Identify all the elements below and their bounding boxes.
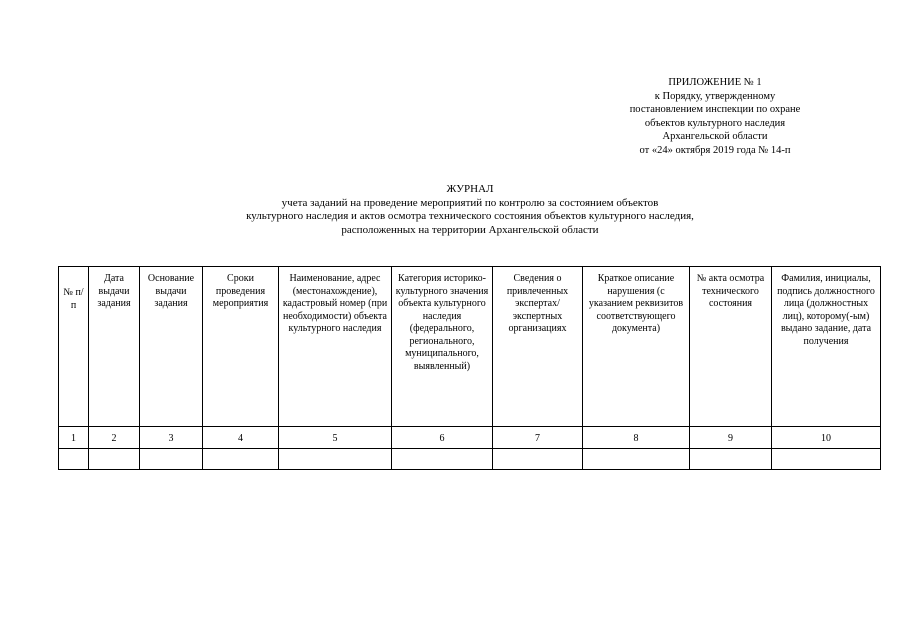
column-number: 9 xyxy=(690,427,772,449)
column-header: Дата выдачи задания xyxy=(89,267,140,427)
appendix-line: от «24» октября 2019 года № 14-п xyxy=(639,144,791,156)
column-number: 10 xyxy=(772,427,881,449)
column-header: № п/п xyxy=(59,267,89,427)
column-number-row xyxy=(59,427,881,449)
table-cell xyxy=(690,449,772,470)
journal-subtitle-line: учета заданий на проведение мероприятий по контролю за состоянием объектов xyxy=(281,196,659,209)
table-cell xyxy=(772,449,881,470)
appendix-line: к Порядку, утвержденному xyxy=(654,90,776,102)
journal-title: ЖУРНАЛ xyxy=(446,183,494,195)
appendix-line: объектов культурного наследия xyxy=(644,117,786,129)
table-cell xyxy=(140,449,203,470)
column-header: Сроки проведения мероприятия xyxy=(203,267,279,427)
column-header: Сведения о привлеченных экспертах/ экспертных организациях xyxy=(493,267,583,427)
column-header: Основание выдачи задания xyxy=(140,267,203,427)
table-cell xyxy=(583,449,690,470)
column-number: 1 xyxy=(59,427,89,449)
table-cell xyxy=(279,449,392,470)
column-number: 8 xyxy=(583,427,690,449)
column-number: 7 xyxy=(493,427,583,449)
column-header: Фамилия, инициалы, подпись должностного лица (должностных лиц), которому(-ым) выдано задание, дата получения xyxy=(772,267,881,427)
journal-subtitle-line: расположенных на территории Архангельской области xyxy=(341,223,599,236)
table-row xyxy=(59,449,881,470)
table-cell xyxy=(59,449,89,470)
column-number: 6 xyxy=(392,427,493,449)
table-cell xyxy=(493,449,583,470)
table-cell xyxy=(89,449,140,470)
table-cell xyxy=(392,449,493,470)
journal-heading xyxy=(150,183,790,237)
appendix-line: постановлением инспекции по охране xyxy=(629,104,801,115)
column-number: 5 xyxy=(279,427,392,449)
column-header: Категория историко-культурного значения объекта культурного наследия (федерального, регионального, муниципального, выявленный) xyxy=(392,267,493,427)
column-header: Наименование, адрес (местонахождение), кадастровый номер (при необходимости) объекта культурного наследия xyxy=(279,267,392,427)
journal-subtitle-line: культурного наследия и актов осмотра технического состояния объектов культурного наследия, xyxy=(246,210,694,222)
table-header-row xyxy=(59,267,881,427)
column-number: 2 xyxy=(89,427,140,449)
column-header: № акта осмотра технического состояния xyxy=(690,267,772,427)
appendix-line: Архангельской области xyxy=(662,131,768,142)
column-number: 3 xyxy=(140,427,203,449)
journal-table xyxy=(58,266,881,470)
table-cell xyxy=(203,449,279,470)
appendix-block xyxy=(610,76,820,157)
appendix-line: ПРИЛОЖЕНИЕ № 1 xyxy=(668,77,762,88)
column-header: Краткое описание нарушения (с указанием реквизитов соответствующего документа) xyxy=(583,267,690,427)
column-number: 4 xyxy=(203,427,279,449)
